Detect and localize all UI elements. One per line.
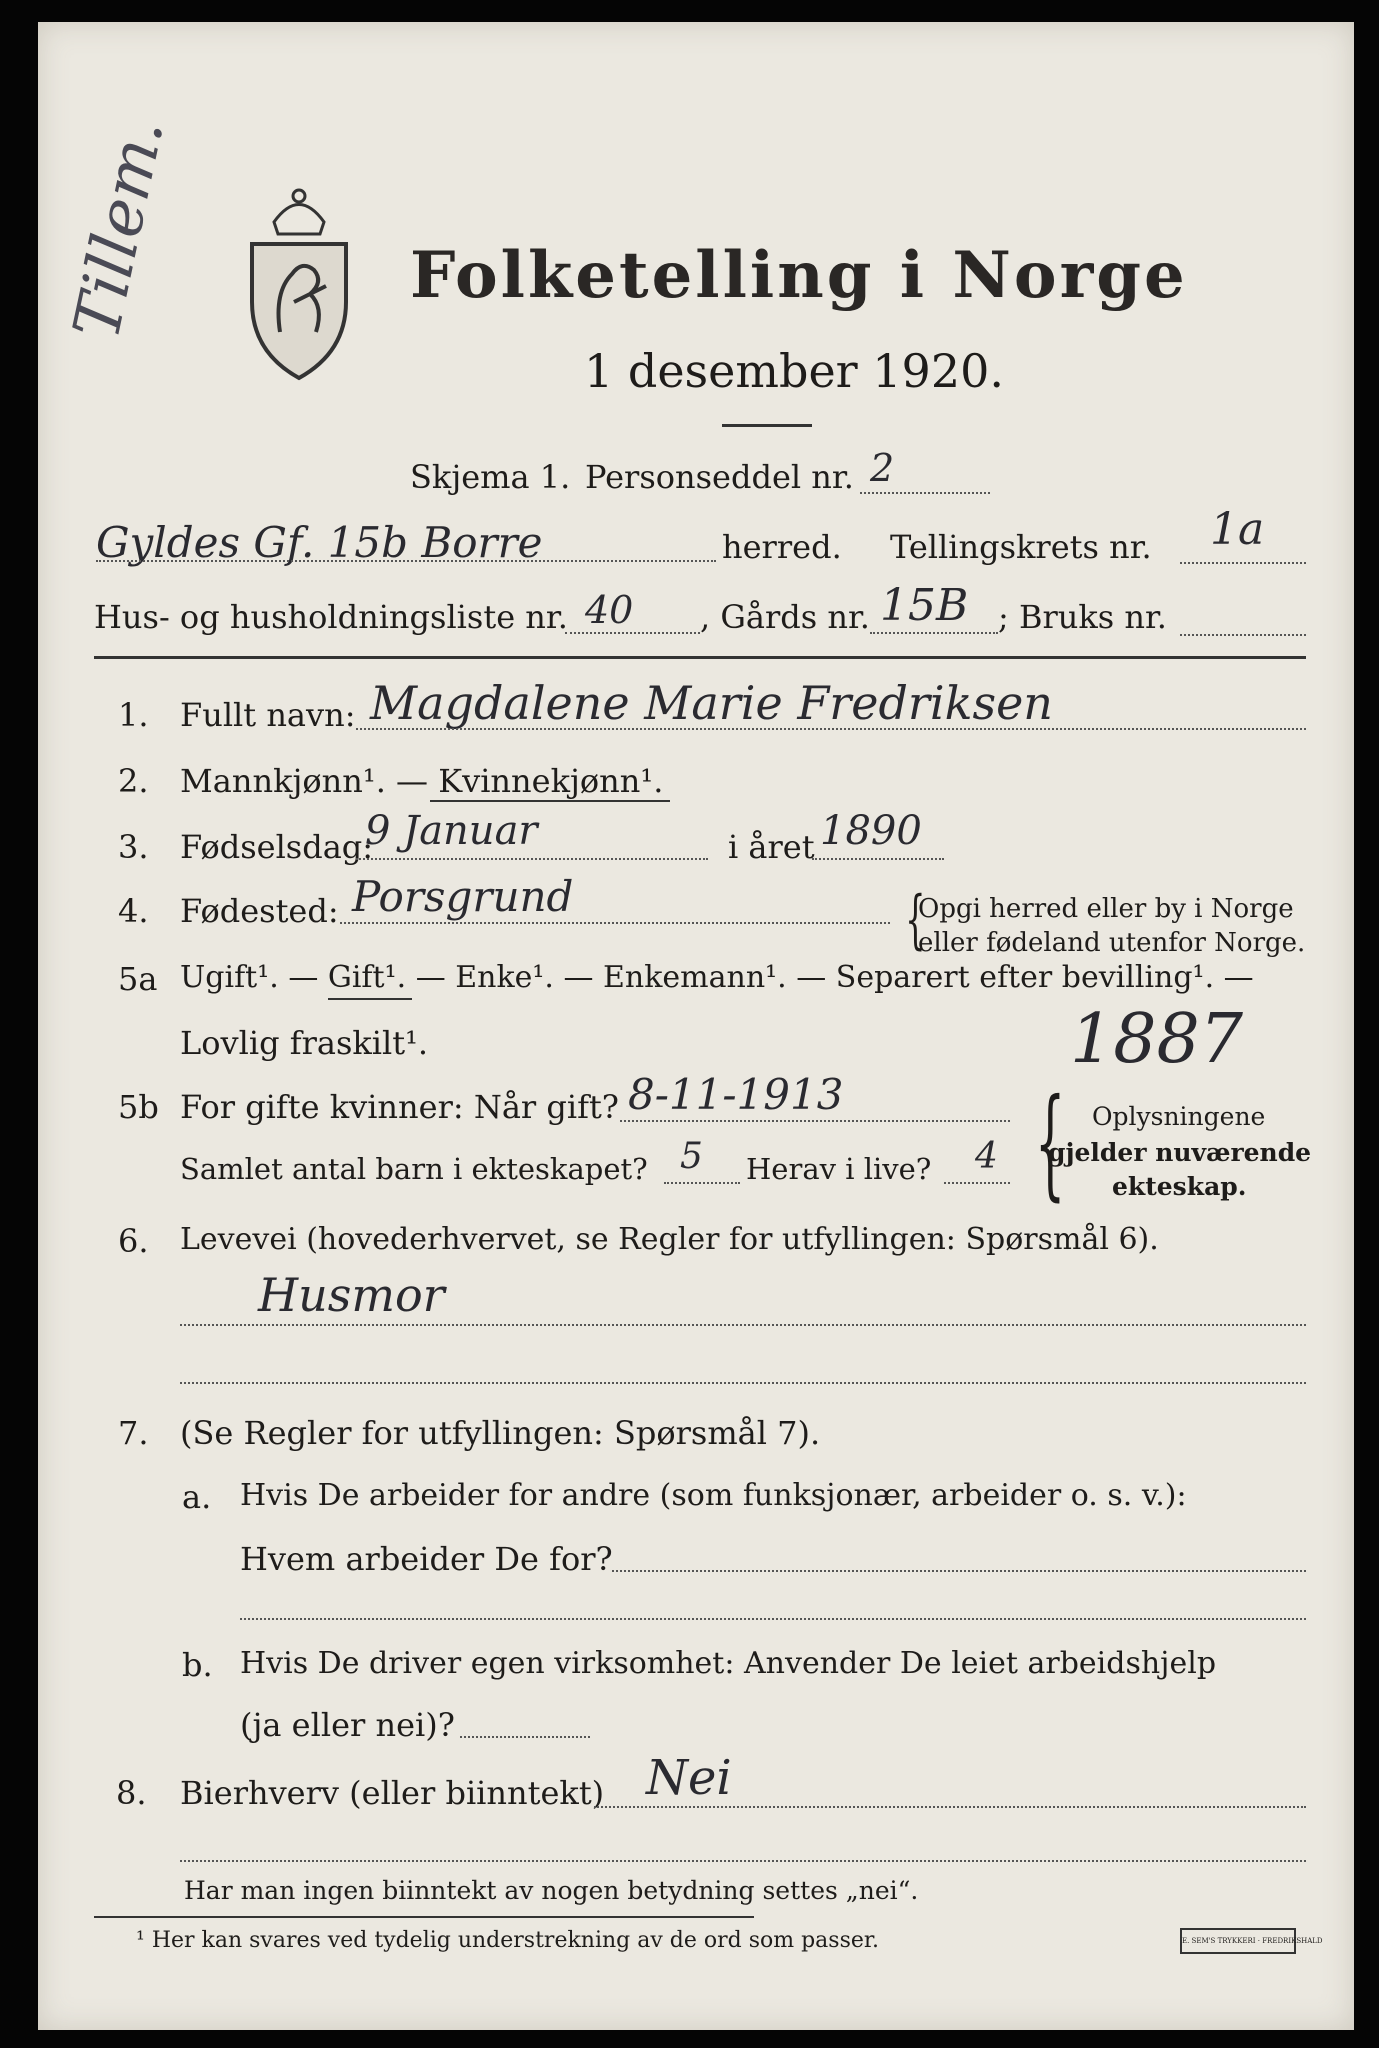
q7b-line <box>460 1736 590 1738</box>
q5b-bracket: { <box>1034 1074 1066 1213</box>
gards-value[interactable]: 15B <box>880 580 969 631</box>
kvinnekjonn-underline <box>430 800 670 802</box>
q5a-label-2: Lovlig fraskilt¹. <box>180 1024 429 1062</box>
form-subtitle: 1 desember 1920. <box>584 344 1004 398</box>
birthday-field[interactable]: 9 Januar <box>365 808 538 854</box>
full-name-field[interactable]: Magdalene Marie Fredriksen <box>370 676 1053 730</box>
footnote: ¹ Her kan svares ved tydelig understrekning av de ord som passer. <box>136 1928 879 1953</box>
bruks-label: ; Bruks nr. <box>998 598 1167 636</box>
q7a-label-2: Hvem arbeider De for? <box>240 1540 613 1578</box>
q4-number: 4. <box>118 892 149 930</box>
occupation-field[interactable]: Husmor <box>258 1268 445 1322</box>
gift-underline <box>328 998 412 1000</box>
q7a-line-1 <box>612 1570 1306 1572</box>
q5a-label: Ugift¹. — Gift¹. — Enke¹. — Enkemann¹. — Separert efter bevilling¹. — <box>180 960 1254 995</box>
q7b-label-2: (ja eller nei)? <box>240 1706 455 1744</box>
herred-label: herred. <box>722 528 842 566</box>
personseddel-label: Personseddel nr. <box>585 458 854 496</box>
q5b-children-line <box>664 1182 740 1184</box>
schema-label: Skjema 1. <box>410 458 571 496</box>
q8-line-1 <box>594 1806 1306 1808</box>
q5b-number: 5b <box>118 1088 159 1126</box>
q6-line-2 <box>180 1382 1306 1384</box>
q5b-note-1: Oplysningene <box>1092 1102 1266 1131</box>
q4-label: Fødested: <box>180 892 339 930</box>
q6-line-1 <box>180 1324 1306 1326</box>
q4-note-2: eller fødeland utenfor Norge. <box>918 928 1306 958</box>
side-income-field[interactable]: Nei <box>646 1750 732 1806</box>
q8-line-2 <box>180 1860 1306 1862</box>
title-divider <box>722 424 812 427</box>
children-count-field[interactable]: 5 <box>680 1136 703 1177</box>
tellingskrets-line <box>1180 562 1306 564</box>
herred-value[interactable]: Gyldes Gf. 15b Borre <box>96 518 543 567</box>
q3-year-line <box>812 858 944 860</box>
q5b-label: For gifte kvinner: Når gift? <box>180 1088 619 1126</box>
q5b-children-label: Samlet antal barn i ekteskapet? <box>180 1152 648 1186</box>
q8-number: 8. <box>116 1774 147 1812</box>
header-divider <box>94 656 1306 659</box>
q3-line <box>356 858 708 860</box>
bruks-line <box>1180 634 1306 636</box>
q8-note: Har man ingen biinntekt av nogen betydning settes „nei“. <box>184 1876 919 1905</box>
printer-stamp <box>1180 1928 1323 1954</box>
q7a-number: a. <box>182 1478 212 1516</box>
personseddel-value[interactable]: 2 <box>870 446 895 490</box>
q4-note-1: Opgi herred eller by i Norge <box>918 894 1294 924</box>
personseddel-line <box>860 492 990 494</box>
q4-line <box>340 922 890 924</box>
q5b-alive-line <box>944 1182 1010 1184</box>
q3-number: 3. <box>118 828 149 866</box>
hus-label: Hus- og husholdningsliste nr. <box>94 598 568 636</box>
q5b-alive-label: Herav i live? <box>746 1152 932 1186</box>
tellingskrets-label: Tellingskrets nr. <box>890 528 1152 566</box>
q6-label: Levevei (hovederhvervet, se Regler for utfyllingen: Spørsmål 6). <box>180 1222 1159 1257</box>
form-title: Folketelling i Norge <box>410 238 1188 313</box>
q7b-label: Hvis De driver egen virksomhet: Anvender De leiet arbeidshjelp <box>240 1646 1217 1681</box>
children-alive-field[interactable]: 4 <box>975 1136 998 1177</box>
birth-year-field[interactable]: 1890 <box>820 808 922 854</box>
q5a-number: 5a <box>118 960 158 998</box>
q2-label: Mannkjønn¹. — Kvinnekjønn¹. <box>180 762 664 800</box>
q1-label: Fullt navn: <box>180 696 356 734</box>
q3-year-label: i året <box>728 828 815 866</box>
q4-bracket: { <box>905 883 926 957</box>
q5b-note-2: gjelder nuværende <box>1048 1138 1312 1167</box>
printer-stamp-text: E. SEM'S TRYKKERI · FREDRIKSHALD <box>1182 1937 1323 1945</box>
q7b-number: b. <box>182 1646 213 1684</box>
q7a-label: Hvis De arbeider for andre (som funksjonær, arbeider o. s. v.): <box>240 1478 1187 1513</box>
margin-note: Tillem. <box>60 111 179 346</box>
footnote-divider <box>94 1916 754 1918</box>
q7-label: (Se Regler for utfyllingen: Spørsmål 7). <box>180 1414 821 1452</box>
gards-line <box>870 632 998 634</box>
hus-value[interactable]: 40 <box>585 588 634 632</box>
gards-label: , Gårds nr. <box>700 598 870 636</box>
herred-line <box>96 560 716 562</box>
coat-of-arms-icon <box>244 182 354 382</box>
q1-line <box>356 728 1306 730</box>
birthplace-field[interactable]: Porsgrund <box>352 872 574 921</box>
q6-number: 6. <box>118 1222 149 1260</box>
hus-line <box>565 632 700 634</box>
q7a-line-2 <box>240 1618 1306 1620</box>
tellingskrets-value[interactable]: 1a <box>1210 504 1265 555</box>
q2-number: 2. <box>118 762 149 800</box>
q7-number: 7. <box>118 1414 149 1452</box>
q5b-note-3: ekteskap. <box>1112 1172 1247 1201</box>
q1-number: 1. <box>118 696 149 734</box>
marriage-date-field[interactable]: 8-11-1913 <box>628 1070 844 1119</box>
q3-label: Fødselsdag: <box>180 828 374 866</box>
q8-label: Bierhverv (eller biinntekt) <box>180 1774 605 1812</box>
q5b-line <box>620 1120 1010 1122</box>
marriage-year-margin-note[interactable]: 1887 <box>1070 1000 1244 1079</box>
